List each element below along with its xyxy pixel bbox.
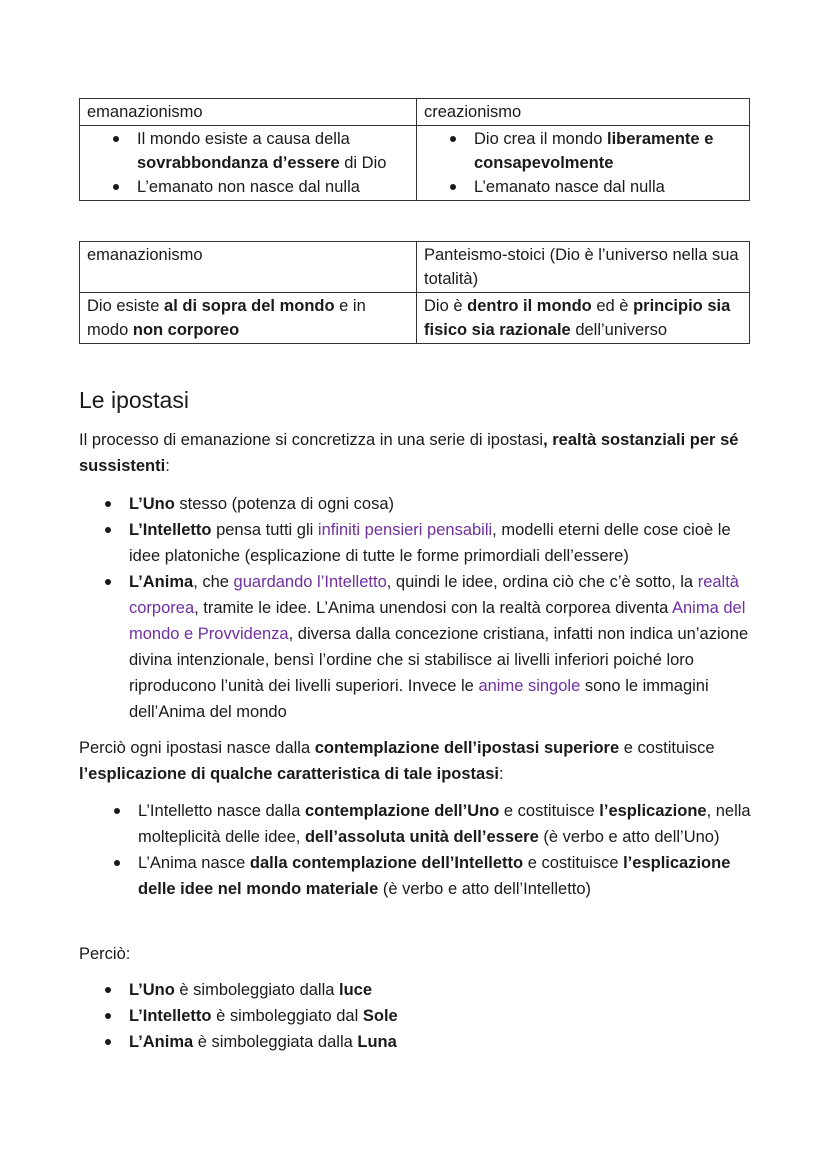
list-item: L’emanato non nasce dal nulla: [137, 175, 409, 199]
table-row: [80, 293, 750, 344]
table-header-cell: emanazionismo: [80, 242, 417, 293]
table-header-row: [80, 99, 750, 126]
list-item-uno: L’Uno stesso (potenza di ogni cosa): [129, 491, 759, 517]
intro-paragraph: Il processo di emanazione si concretizza in una serie di ipostasi, realtà sostanziali per sé sussistenti:: [79, 431, 739, 475]
table-cell: Dio esiste al di sopra del mondo e in modo non corporeo: [80, 293, 417, 344]
list-item: L’Intelletto è simboleggiato dal Sole: [129, 1003, 749, 1029]
comparison-table-emanation-creation: [79, 98, 750, 201]
table-header-row: [80, 242, 750, 293]
list-item: L’Anima è simboleggiata dalla Luna: [129, 1029, 749, 1055]
table-cell: [80, 126, 417, 201]
comparison-table-emanation-pantheism: [79, 241, 750, 344]
symbols-list: [129, 977, 749, 1055]
list-item: Dio crea il mondo liberamente e consapevolmente: [474, 127, 742, 175]
list-item-intelletto: L’Intelletto pensa tutti gli infiniti pensieri pensabili, modelli eterni delle cose cioè le idee platoniche (esplicazione di tutte le forme primordiali dell’essere): [129, 517, 759, 569]
contemplation-paragraph: Perciò ogni ipostasi nasce dalla contemplazione dell’ipostasi superiore e costituisce l’esplicazione di qualche caratteristica di tale ipostasi:: [79, 739, 715, 783]
list-item: L’Uno è simboleggiato dalla luce: [129, 977, 749, 1003]
table-cell: [417, 126, 750, 201]
table-header-cell: creazionismo: [417, 99, 750, 126]
hypostases-list: [129, 491, 759, 725]
list-item-anima: L’Anima, che guardando l’Intelletto, quindi le idee, ordina ciò che c’è sotto, la realtà corporea, tramite le idee. L’Anima unendosi con la realtà corporea diventa Anima del mondo e Provvidenza, diversa dalla concezione cristiana, infatti non indica un’azione divina intenzionale, bensì l’ordine che si stabilisce ai livelli inferiori poiché loro riproducono l’unità dei livelli superiori. Invece le anime singole sono le immagini dell’Anima del mondo: [129, 569, 759, 725]
derivations-list: [138, 798, 758, 902]
list-item: L’emanato nasce dal nulla: [474, 175, 742, 199]
list-item: Il mondo esiste a causa della sovrabbondanza d’essere di Dio: [137, 127, 409, 175]
bullet-list: [424, 127, 742, 199]
section-heading: Le ipostasi: [79, 387, 189, 413]
table-header-cell: emanazionismo: [80, 99, 417, 126]
bullet-list: [87, 127, 409, 199]
list-item: L’Intelletto nasce dalla contemplazione dell’Uno e costituisce l’esplicazione, nella molteplicità delle idee, dell’assoluta unità dell’essere (è verbo e atto dell’Uno): [138, 798, 758, 850]
table-row: [80, 126, 750, 201]
table-header-cell: Panteismo-stoici (Dio è l’universo nella sua totalità): [417, 242, 750, 293]
list-item: L’Anima nasce dalla contemplazione dell’Intelletto e costituisce l’esplicazione delle idee nel mondo materiale (è verbo e atto dell’Intelletto): [138, 850, 758, 902]
therefore-label: Perciò:: [79, 945, 131, 963]
table-cell: Dio è dentro il mondo ed è principio sia fisico sia razionale dell’universo: [417, 293, 750, 344]
